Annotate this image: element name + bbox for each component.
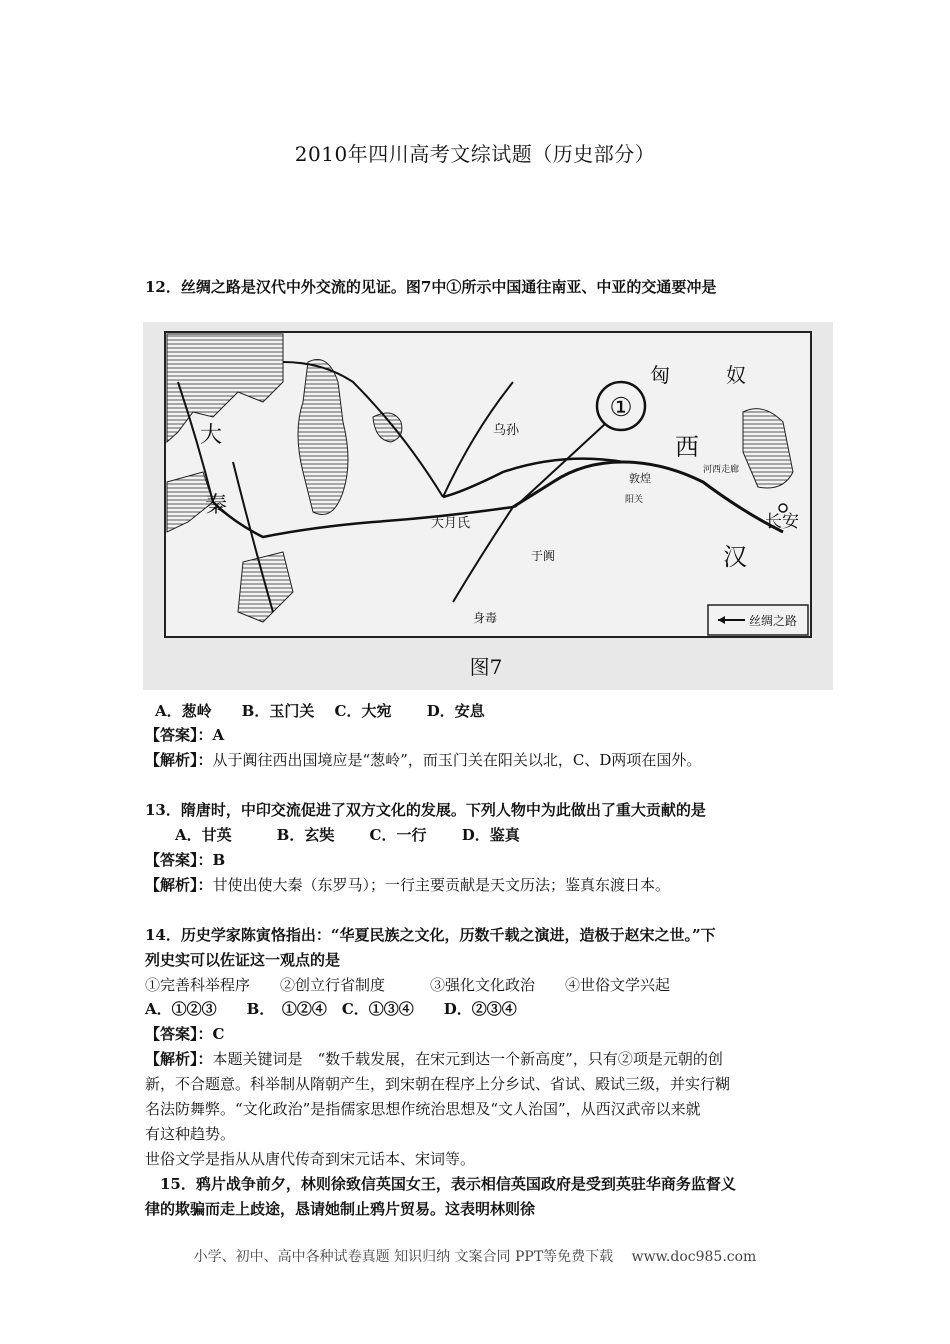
question-14-stem-2: 列史实可以佐证这一观点的是 <box>145 951 341 969</box>
label-xiongnu-2: 奴 <box>726 363 746 387</box>
silk-road-map <box>143 322 833 690</box>
question-14-stem-1: 14．历史学家陈寅恪指出：“华夏民族之文化，历数千载之演进，造极于赵宋之世。”下 <box>145 926 716 944</box>
question-13-options: A．甘英 B．玄奘 C．一行 D．鉴真 <box>175 826 520 844</box>
page-footer: 小学、初中、高中各种试卷真题 知识归纳 文案合同 PPT等免费下载 www.doc985.com <box>193 1249 757 1265</box>
question-13-stem: 13．隋唐时，中印交流促进了双方文化的发展。下列人物中为此做出了重大贡献的是 <box>145 801 706 819</box>
label-yutian: 于阗 <box>531 549 556 563</box>
label-qin: 秦 <box>205 493 228 518</box>
question-13-analysis: 【解析】：甘使出使大秦（东罗马）；一行主要贡献是天文历法；鉴真东渡日本。 <box>145 876 671 894</box>
question-13-answer: 【答案】：B <box>145 851 226 869</box>
label-da: 大 <box>200 423 223 448</box>
question-12-options: A．葱岭 B．玉门关 C．大宛 D．安息 <box>155 702 485 720</box>
changan-dot <box>779 504 787 512</box>
map-caption: 图7 <box>469 655 503 679</box>
question-15-stem-2: 律的欺骗而走上歧途，恳请她制止鸦片贸易。这表明林则徐 <box>145 1200 536 1218</box>
marker-label: ① <box>609 393 633 423</box>
question-14-analysis-3: 名法防舞弊。“文化政治”是指儒家思想作统治思想及“文人治国”，从西汉武帝以来就 <box>145 1100 701 1118</box>
question-12-answer: 【答案】：A <box>145 726 225 744</box>
question-14-items: ①完善科举程序 ②创立行省制度 ③强化文化政治 ④世俗文学兴起 <box>145 976 671 994</box>
question-14-analysis-2: 新，不合题意。科举制从隋朝产生，到宋朝在程序上分乡试、省试、殿试三级，并实行糊 <box>145 1075 731 1093</box>
label-han: 汉 <box>723 543 747 571</box>
page-title: 2010年四川高考文综试题（历史部分） <box>294 142 656 166</box>
label-hexi: 河西走廊 <box>703 465 740 475</box>
label-dunhuang: 敦煌 <box>629 472 651 485</box>
label-wusun: 乌孙 <box>493 423 520 438</box>
legend-label: 丝绸之路 <box>749 614 798 628</box>
question-14-analysis-1: 【解析】：本题关键词是 “数千载发展，在宋元到达一个新高度”，只有②项是元朝的创 <box>145 1050 723 1068</box>
label-yangguan: 阳关 <box>625 495 644 505</box>
question-14-analysis-4: 有这种趋势。 <box>145 1125 236 1143</box>
label-dayuezhi: 大月氏 <box>431 516 471 531</box>
label-shendu: 身毒 <box>473 611 498 625</box>
question-15-stem-1: 15．鸦片战争前夕，林则徐致信英国女王，表示相信英国政府是受到英驻华商务监督义 <box>160 1175 736 1193</box>
label-xi: 西 <box>675 433 699 461</box>
question-14-analysis-5: 世俗文学是指从从唐代传奇到宋元话本、宋词等。 <box>145 1150 476 1168</box>
label-changan: 长安 <box>765 512 799 532</box>
label-xiongnu-1: 匈 <box>650 363 670 387</box>
question-12-analysis: 【解析】：从于阗往西出国境应是“葱岭”，而玉门关在阳关以北，C、D两项在国外。 <box>145 751 702 769</box>
question-14-options: A．①②③ B． ①②④ C．①③④ D．②③④ <box>145 1000 517 1018</box>
question-12-stem: 12．丝绸之路是汉代中外交流的见证。图7中①所示中国通往南亚、中亚的交通要冲是 <box>145 278 717 296</box>
question-14-answer: 【答案】：C <box>145 1025 225 1043</box>
